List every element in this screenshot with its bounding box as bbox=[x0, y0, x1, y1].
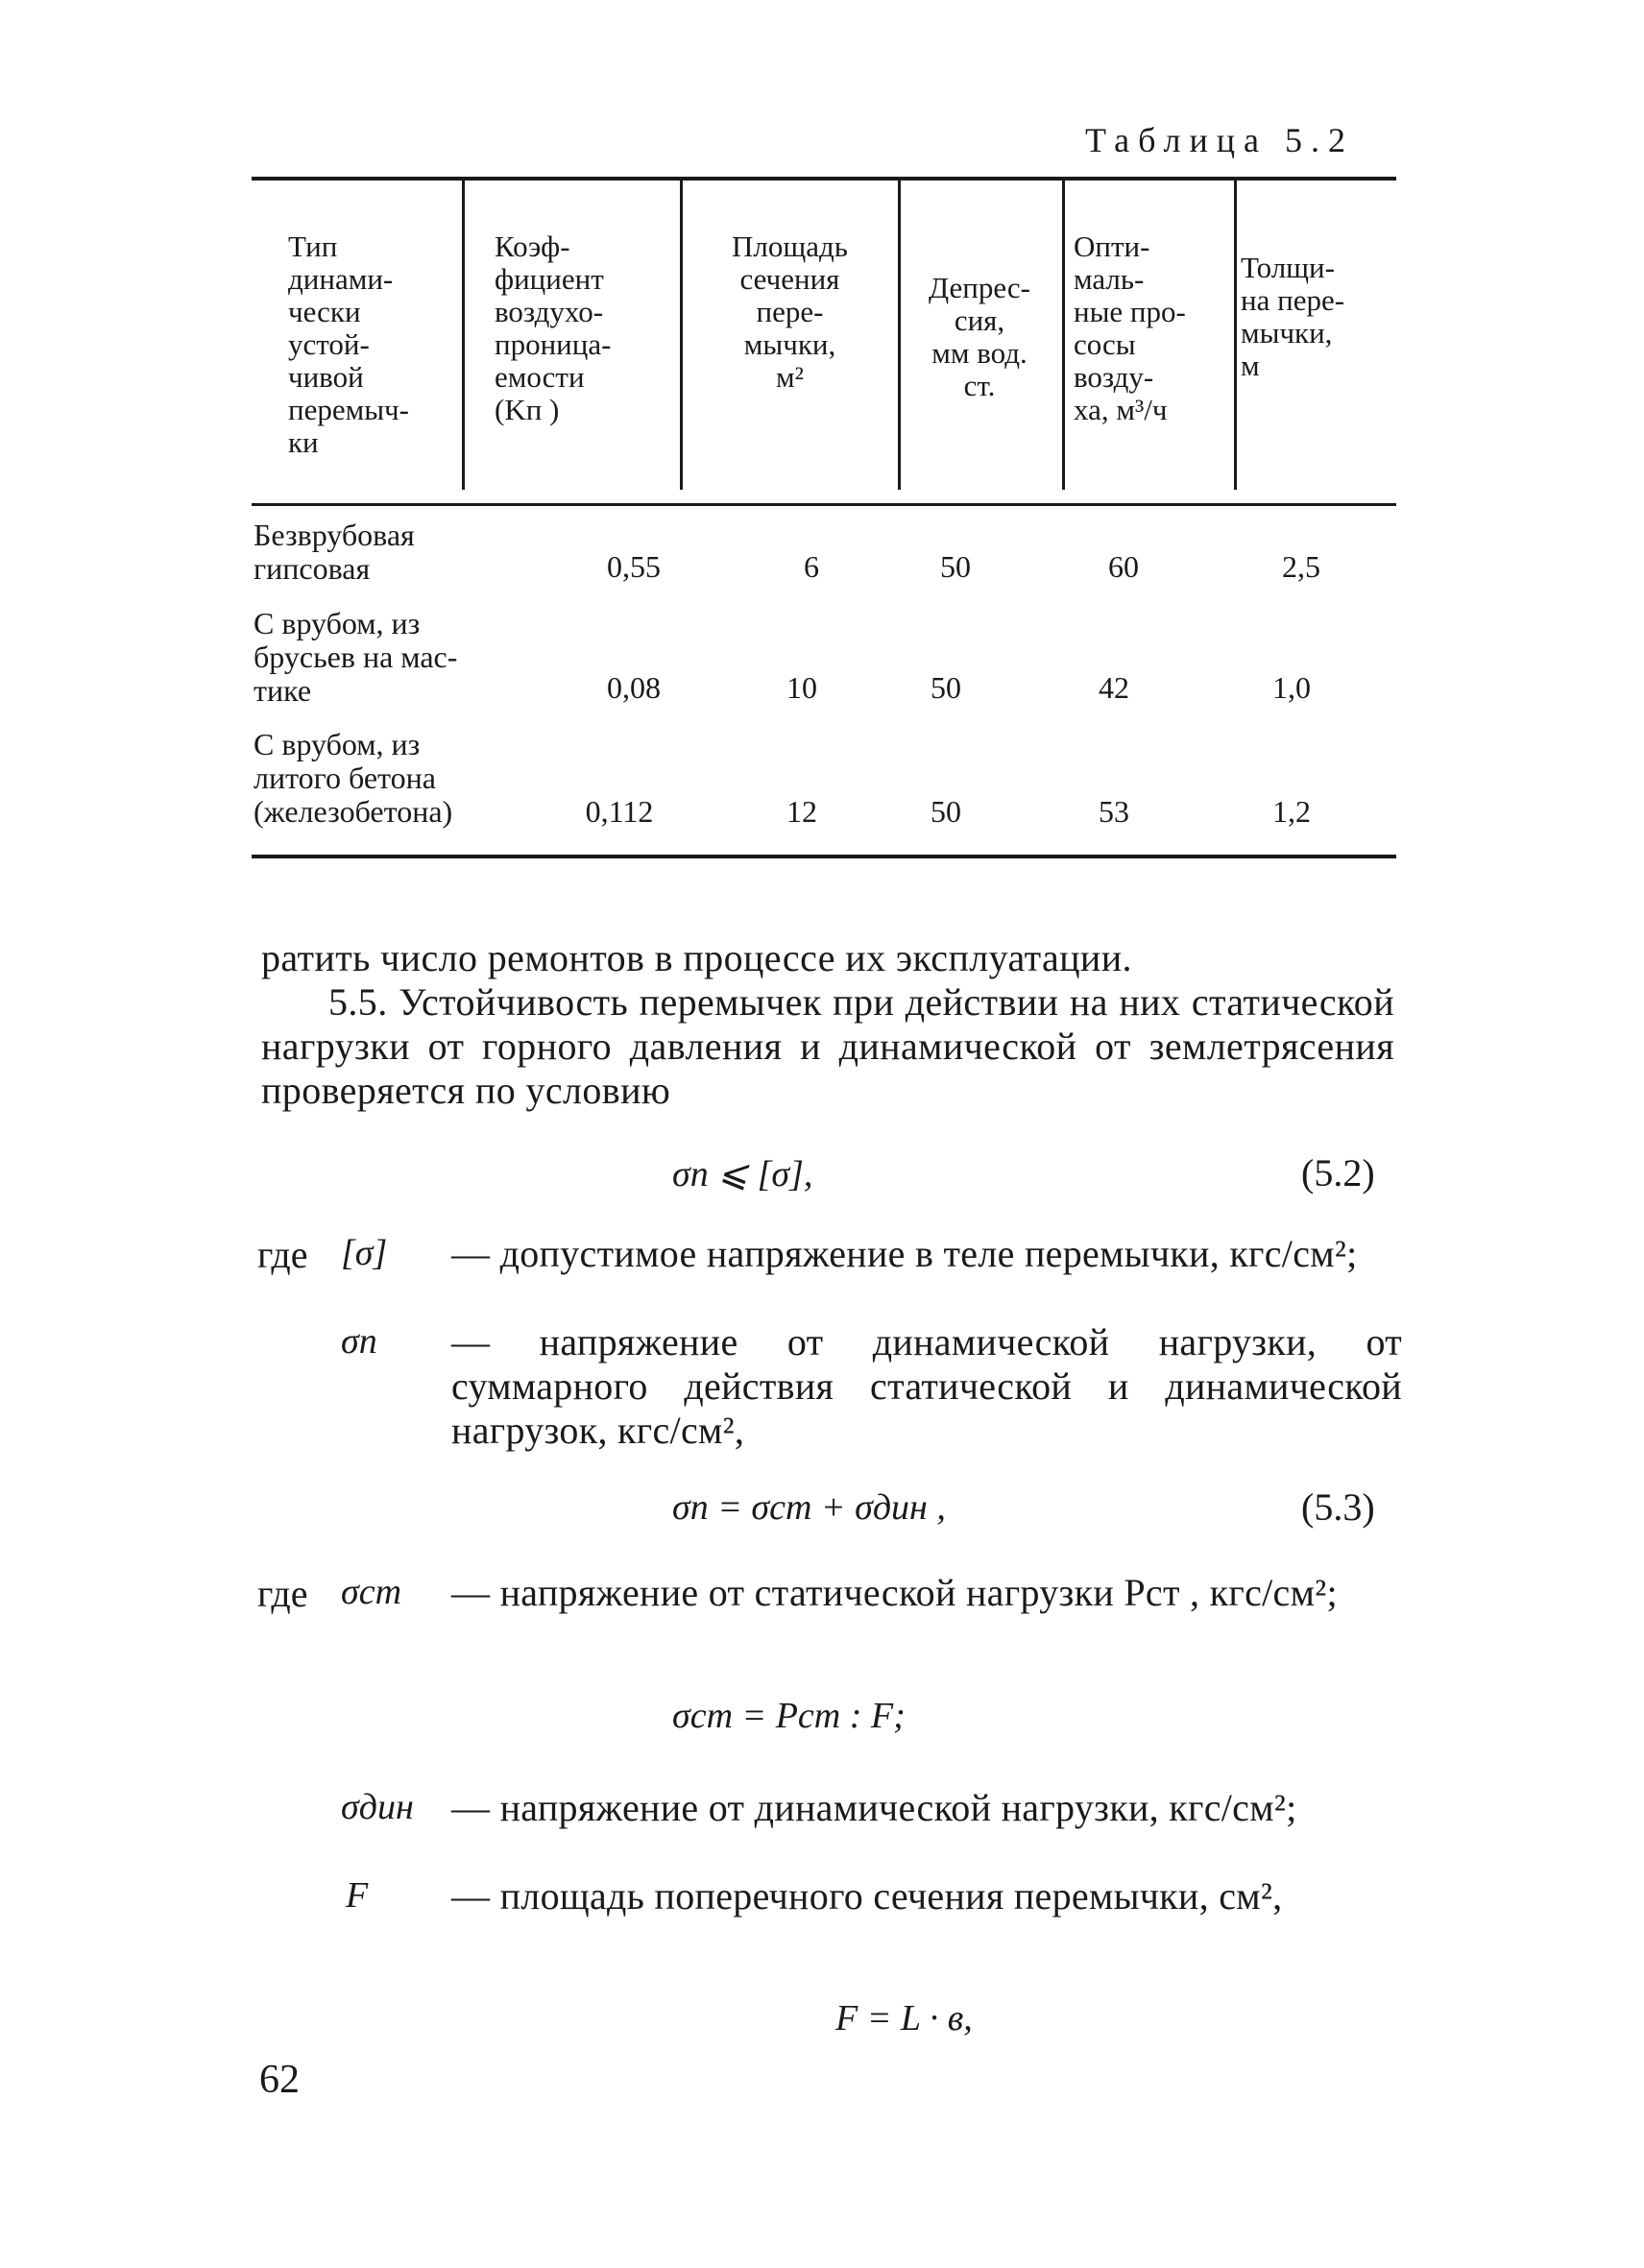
table-cell: 60 bbox=[1108, 549, 1139, 584]
symbol-static-stress: σст bbox=[341, 1572, 402, 1612]
formula-static-stress: σст = Pст : F; bbox=[672, 1696, 906, 1736]
table-header-rule bbox=[252, 503, 1396, 506]
equation-number: (5.3) bbox=[1301, 1485, 1375, 1529]
header-thickness: Толщи- на пере- мычки, м bbox=[1241, 251, 1345, 382]
header-area: Площадь сечения пере- мычки, м² bbox=[732, 229, 848, 394]
symbol-area: F bbox=[346, 1875, 369, 1916]
table-cell: 6 bbox=[804, 549, 819, 584]
row-name-concrete: С врубом, из литого бетона (железобетона) bbox=[254, 727, 453, 829]
table-cell: 50 bbox=[931, 670, 961, 705]
table-cell: 1,2 bbox=[1272, 794, 1311, 829]
table-top-rule bbox=[252, 177, 1396, 181]
table-cell: 53 bbox=[1099, 794, 1129, 829]
table-bottom-rule bbox=[252, 855, 1396, 858]
header-type: Тип динами- чески устой- чивой перемыч- ки bbox=[288, 229, 409, 459]
column-divider bbox=[680, 181, 683, 490]
table-caption: Таблица 5.2 bbox=[1085, 121, 1354, 159]
table-cell: 10 bbox=[786, 670, 817, 705]
paragraph-5-5: 5.5. Устойчивость перемычек при действии на них статической нагрузки от горного давления и динамической от землетрясения проверяется по условию bbox=[261, 980, 1394, 1112]
formula-area: F = L · в, bbox=[835, 1998, 973, 2039]
header-coefficient: Коэф- фициент воздухо- проница- емости (Kп ) bbox=[495, 229, 612, 426]
definition-static-stress: — напряжение от статической нагрузки Pст , кгс/см²; bbox=[451, 1571, 1338, 1614]
table-cell: 50 bbox=[940, 549, 971, 584]
formula-5-2: σп ⩽ [σ], bbox=[672, 1154, 813, 1194]
continuation-text: ратить число ремонтов в процессе их эксплуатации. bbox=[261, 936, 1132, 979]
table-cell: 1,0 bbox=[1272, 670, 1311, 705]
symbol-allowable-stress: [σ] bbox=[341, 1233, 388, 1273]
table-cell: 0,112 bbox=[585, 794, 654, 829]
page-number: 62 bbox=[259, 2058, 300, 2102]
table-cell: 42 bbox=[1099, 670, 1129, 705]
header-air-leakage: Опти- маль- ные про- сосы возду- ха, м³/ч bbox=[1074, 229, 1186, 426]
equation-number: (5.2) bbox=[1301, 1151, 1375, 1194]
table-cell: 0,55 bbox=[607, 549, 661, 584]
definition-dynamic-stress: — напряжение от динамической нагрузки, кгс/см²; bbox=[451, 1786, 1297, 1829]
where-label: где bbox=[257, 1233, 308, 1276]
row-name-gypsum: Безврубовая гипсовая bbox=[254, 518, 415, 586]
table-cell: 12 bbox=[786, 794, 817, 829]
column-divider bbox=[462, 181, 465, 490]
table-cell: 2,5 bbox=[1282, 549, 1320, 584]
definition-stress: — напряжение от динамической нагрузки, от суммарного действия статической и динамической нагрузок, кгс/см², bbox=[451, 1320, 1402, 1452]
definition-area: — площадь поперечного сечения перемычки, см², bbox=[451, 1874, 1283, 1918]
header-depression: Депрес- сия, мм вод. ст. bbox=[929, 271, 1030, 402]
column-divider bbox=[1062, 181, 1065, 490]
formula-5-3: σп = σст + σдин , bbox=[672, 1487, 946, 1528]
table-cell: 50 bbox=[931, 794, 961, 829]
definition-allowable-stress: — допустимое напряжение в теле перемычки, кгс/см²; bbox=[451, 1232, 1358, 1275]
row-name-timber: С врубом, из брусьев на мас- тике bbox=[254, 606, 458, 708]
symbol-stress: σп bbox=[341, 1321, 377, 1362]
symbol-dynamic-stress: σдин bbox=[341, 1787, 414, 1827]
where-label: где bbox=[257, 1572, 308, 1615]
table-cell: 0,08 bbox=[607, 670, 661, 705]
